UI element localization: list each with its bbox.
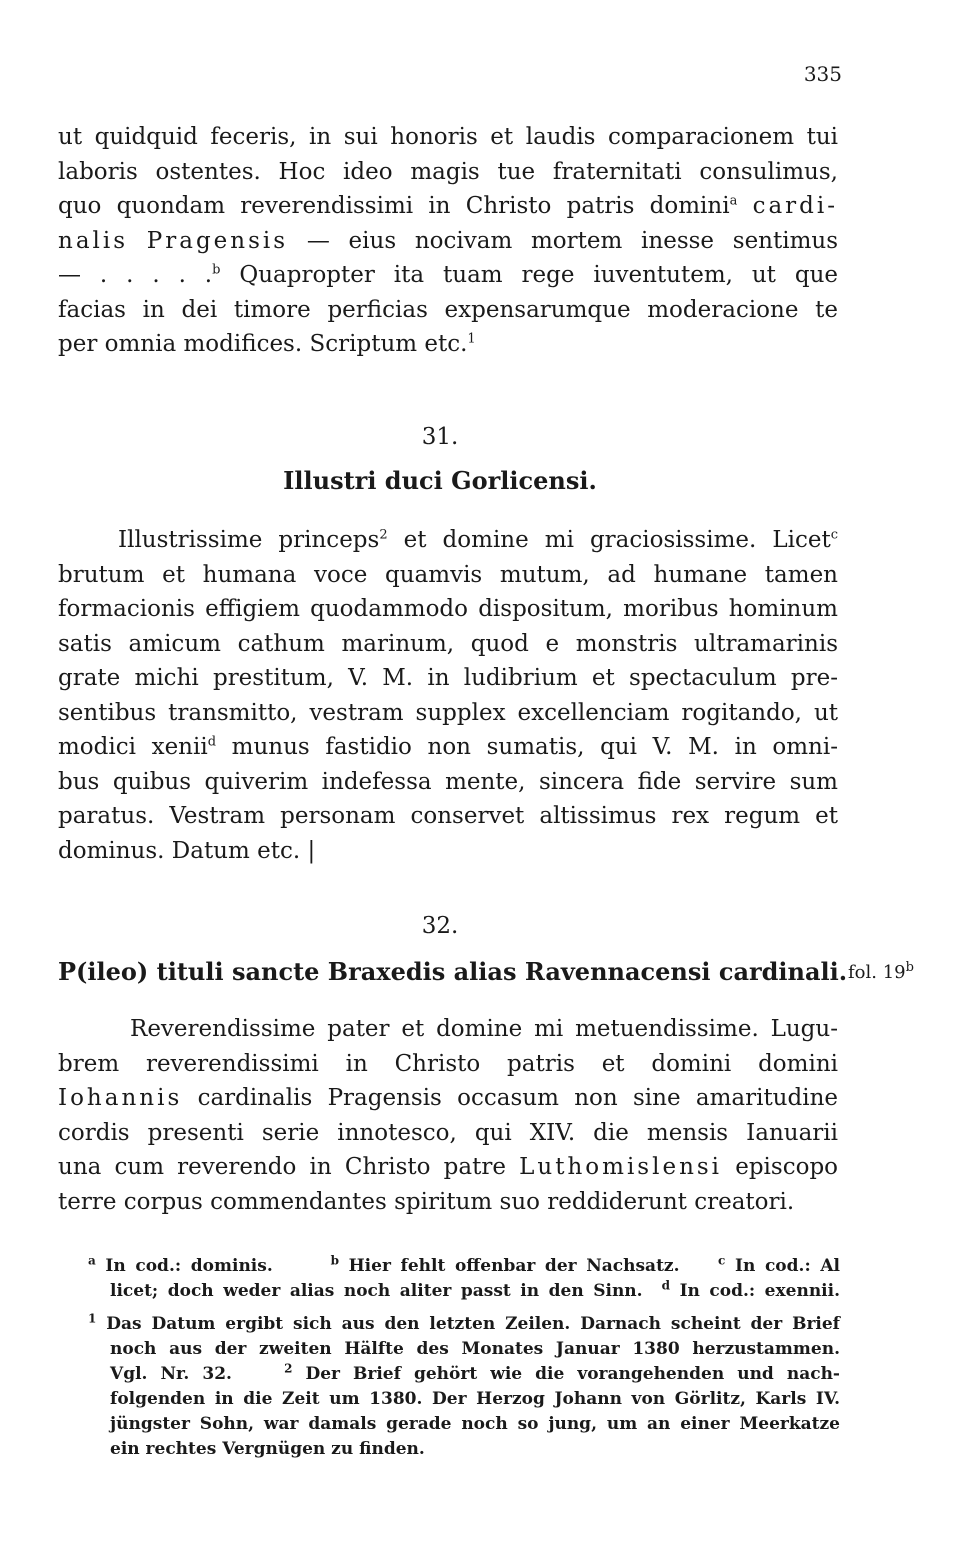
text-line: paratus. Vestram personam conservet altissimus rex regum et bbox=[58, 803, 838, 829]
spaced-word: Pragensis bbox=[146, 227, 289, 254]
text-line: facias in dei timore perficias expensarumque moderacione te bbox=[58, 296, 838, 323]
spaced-word: cardi- bbox=[752, 193, 839, 219]
footnote-text: Hier fehlt offenbar der Nachsatz. bbox=[348, 1256, 680, 1276]
text-fragment: una cum reverendo in Christo patre bbox=[58, 1154, 506, 1180]
text-fragment: et domine mi graciosissime. Licet bbox=[403, 527, 831, 553]
text-fragment: Illustrissime princeps bbox=[118, 527, 380, 553]
footnote-mark: c bbox=[830, 527, 839, 543]
text-line bbox=[58, 258, 838, 293]
text-line: terre corpus commendantes spiritum suo reddiderunt creatori. bbox=[58, 1188, 795, 1215]
text-line: dominus. Datum etc. | bbox=[58, 837, 316, 864]
letter-title: P(ileo) tituli sancte Braxedis alias Ravennacensi cardinali. bbox=[58, 957, 848, 986]
footnote-mark: 1 bbox=[467, 331, 476, 347]
text-fragment: cardinalis Pragensis occasum non sine amaritudine bbox=[197, 1085, 839, 1111]
text-fragment: fol. 19 bbox=[848, 962, 906, 983]
footnote-line bbox=[88, 1312, 840, 1337]
letter-title: Illustri duci Gorlicensi. bbox=[283, 466, 597, 495]
text-line bbox=[58, 224, 838, 259]
text-line: bus quibus quiverim indefessa mente, sincera fide servire sum bbox=[58, 768, 838, 795]
text-line: satis amicum cathum marinum, quod e monstris ultramarinis bbox=[58, 630, 838, 657]
footnote-line bbox=[88, 1362, 840, 1387]
text-fragment: episcopo bbox=[735, 1154, 839, 1180]
footnote-mark: b bbox=[212, 262, 221, 278]
footnote-line: folgenden in die Zeit um 1380. Der Herzog Johann von Görlitz, Karls IV. bbox=[110, 1389, 840, 1409]
footnote-line: ein rechtes Vergnügen zu finden. bbox=[110, 1439, 425, 1459]
text-fragment: eius nocivam mortem inesse sentimus bbox=[348, 227, 839, 254]
text-line bbox=[58, 189, 838, 224]
text-line: brutum et humana voce quamvis mutum, ad humane tamen bbox=[58, 561, 838, 588]
footnote-mark: b bbox=[330, 1253, 339, 1268]
text-line bbox=[58, 327, 838, 362]
footnote-mark: b bbox=[905, 960, 914, 975]
letter-32-text bbox=[58, 1012, 838, 1219]
text-line bbox=[58, 523, 838, 558]
footnote-line: jüngster Sohn, war damals gerade noch so jung, um an einer Meerkatze bbox=[110, 1414, 840, 1434]
text-fragment: munus fastidio non sumatis, qui V. M. in omni- bbox=[231, 734, 838, 760]
spaced-word: Iohannis bbox=[58, 1085, 183, 1111]
footnote-mark: a bbox=[729, 193, 738, 209]
footnote-line bbox=[88, 1279, 840, 1304]
footnote-mark: 2 bbox=[379, 527, 388, 543]
letter-number: 32. bbox=[421, 913, 459, 939]
text-line bbox=[58, 1150, 838, 1185]
footnote-text: Das Datum ergibt sich aus den letzten Zeilen. Darnach scheint der Brief bbox=[106, 1314, 840, 1334]
footnote-text: licet; doch weder alias noch aliter passt in den Sinn. bbox=[110, 1281, 643, 1301]
footnote-mark: a bbox=[88, 1253, 96, 1268]
footnote-mark: d bbox=[661, 1278, 671, 1293]
footnote-text: In cod.: dominis. bbox=[105, 1256, 273, 1276]
text-fragment: quo quondam reverendissimi in Christo patris domini bbox=[58, 193, 730, 219]
footnote-line bbox=[88, 1254, 840, 1279]
text-fragment: — . . . . . bbox=[58, 262, 213, 288]
text-line: ut quidquid feceris, in sui honoris et laudis comparacionem tui bbox=[58, 124, 838, 150]
letter-31-text bbox=[58, 523, 838, 868]
text-line: grate michi prestitum, V. M. in ludibrium et spectaculum pre- bbox=[58, 665, 838, 691]
footnote-text: Der Brief gehört wie die vorangehenden und nach- bbox=[305, 1364, 840, 1384]
text-fragment: Quapropter ita tuam rege iuventutem, ut que bbox=[239, 262, 838, 288]
footnote-mark: d bbox=[207, 734, 217, 750]
spaced-word: Luthomislensi bbox=[519, 1154, 723, 1180]
letter-number: 31. bbox=[421, 424, 459, 450]
margin-note-folio bbox=[848, 962, 914, 983]
text-fragment: modici xenii bbox=[58, 734, 208, 760]
footnote-mark: c bbox=[718, 1253, 726, 1268]
footnote-line: noch aus der zweiten Hälfte des Monates Januar 1380 herzustammen. bbox=[110, 1339, 840, 1359]
text-line: brem reverendissimi in Christo patris et domini domini bbox=[58, 1050, 838, 1077]
footnote-text: In cod.: exennii. bbox=[679, 1281, 841, 1301]
text-line bbox=[58, 730, 838, 765]
letter-30-text bbox=[58, 120, 838, 362]
text-fragment: per omnia modifices. Scriptum etc. bbox=[58, 331, 468, 357]
footnote-mark: 1 bbox=[88, 1311, 97, 1326]
text-line: cordis presenti serie innotesco, qui XIV. die mensis Ianuarii bbox=[58, 1119, 838, 1146]
text-line: sentibus transmitto, vestram supplex excellenciam rogitando, ut bbox=[58, 699, 838, 726]
footnotes bbox=[88, 1254, 840, 1462]
text-line bbox=[58, 1081, 838, 1116]
text-line: formacionis effigiem quodammodo dispositum, moribus hominum bbox=[58, 596, 838, 622]
text-line: Reverendissime pater et domine mi metuendissime. Lugu- bbox=[130, 1016, 838, 1042]
text-fragment: — bbox=[306, 227, 330, 254]
page-number: 335 bbox=[803, 62, 842, 86]
text-fragment: nalis bbox=[58, 227, 129, 254]
footnote-text: Vgl. Nr. 32. bbox=[110, 1364, 232, 1384]
footnote-text: In cod.: Al bbox=[735, 1256, 840, 1276]
text-line: laboris ostentes. Hoc ideo magis tue fraternitati consulimus, bbox=[58, 158, 838, 185]
footnote-mark: 2 bbox=[284, 1361, 293, 1376]
